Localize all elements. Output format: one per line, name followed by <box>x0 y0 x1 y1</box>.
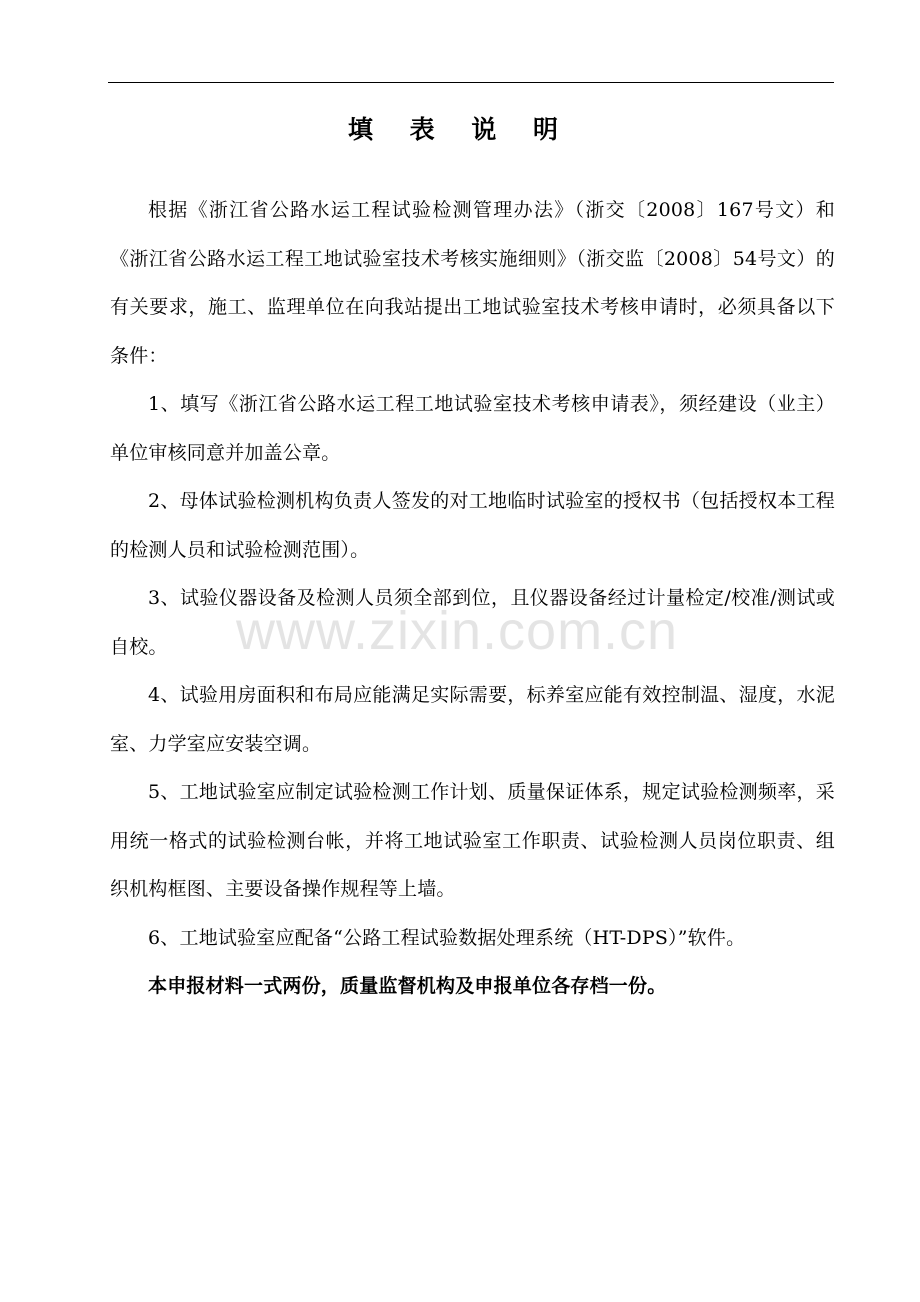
intro-paragraph: 根据《浙江省公路水运工程试验检测管理办法》（浙交〔2008〕167号文）和《浙江省公路水运工程工地试验室技术考核实施细则》（浙交监〔2008〕54号文）的有关要求，施工、监理单位在向我站提出工地试验室技术考核申请时，必须具备以下条件： <box>110 199 835 367</box>
page-title: 填 表 说 明 <box>347 115 573 144</box>
condition-item-2: 2、母体试验检测机构负责人签发的对工地临时试验室的授权书（包括授权本工程的检测人员和试验检测范围）。 <box>110 490 835 561</box>
header-rule <box>108 82 834 83</box>
condition-item-1: 1、填写《浙江省公路水运工程工地试验室技术考核申请表》，须经建设（业主）单位审核同意并加盖公章。 <box>110 393 835 464</box>
condition-item-4: 4、试验用房面积和布局应能满足实际需要，标养室应能有效控制温、湿度，水泥室、力学室应安装空调。 <box>110 684 835 755</box>
condition-item-6: 6、工地试验室应配备“公路工程试验数据处理系统（HT-DPS）”软件。 <box>148 926 746 949</box>
condition-item-5: 5、工地试验室应制定试验检测工作计划、质量保证体系，规定试验检测频率，采用统一格式的试验检测台帐，并将工地试验室工作职责、试验检测人员岗位职责、组织机构框图、主要设备操作规程等上墙。 <box>110 781 835 900</box>
closing-note: 本申报材料一式两份，质量监督机构及申报单位各存档一份。 <box>148 975 667 997</box>
condition-item-3: 3、试验仪器设备及检测人员须全部到位，且仪器设备经过计量检定/校准/测试或自校。 <box>110 587 835 658</box>
watermark: www.zixin.com.cn <box>236 601 679 661</box>
